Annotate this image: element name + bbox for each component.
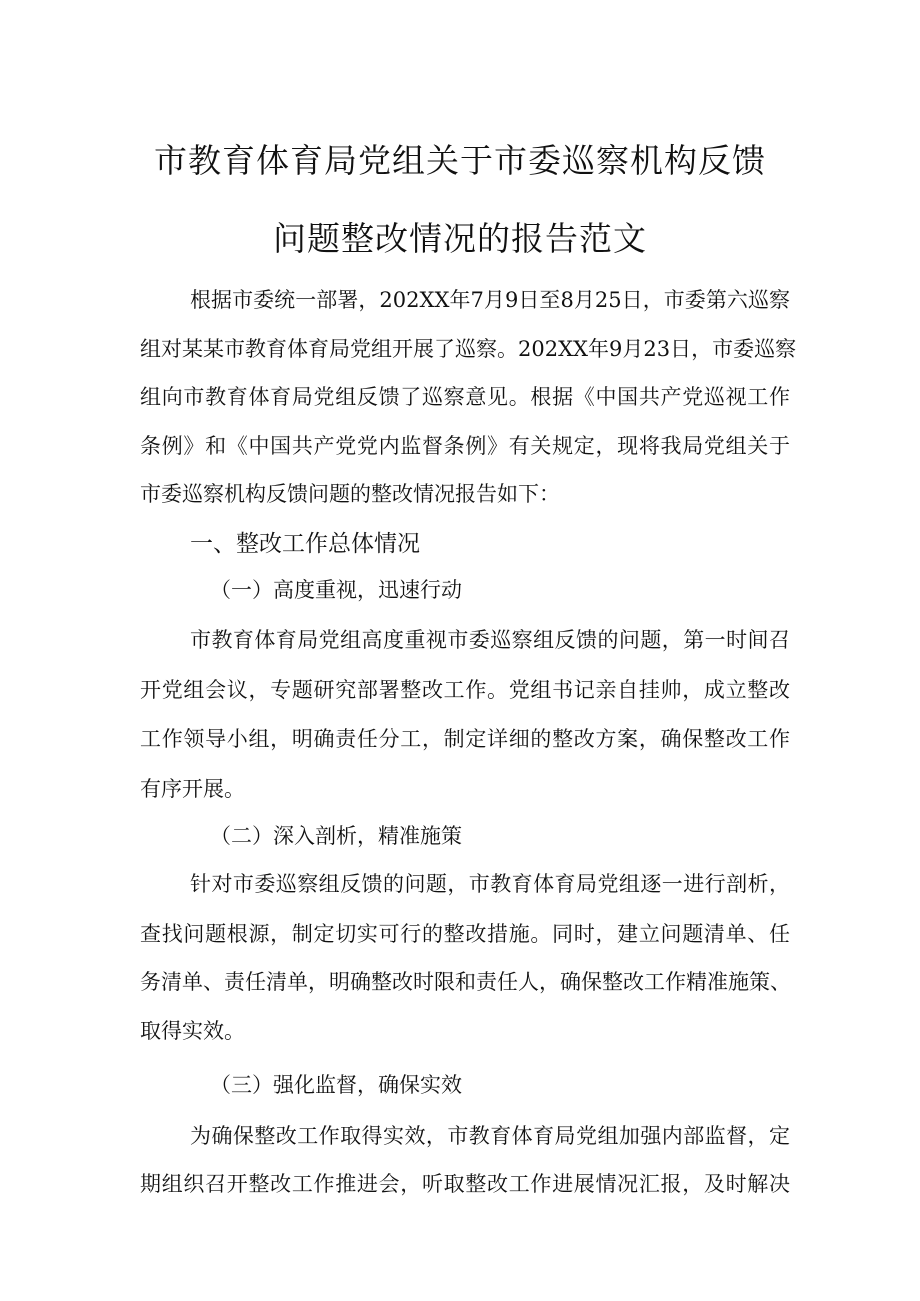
- subsection-2-heading: （二）深入剖析，精准施策: [210, 824, 462, 848]
- section-1-heading: 一、整改工作总体情况: [190, 531, 420, 557]
- intro-line-3: 组向市教育体育局党组反馈了巡察意见。根据《中国共产党巡视工作: [140, 385, 790, 409]
- subsection-3-heading: （三）强化监督，确保实效: [210, 1073, 462, 1097]
- sub2-line-1: 针对市委巡察组反馈的问题，市教育体育局党组逐一进行剖析，: [190, 872, 790, 896]
- sub2-line-2: 查找问题根源，制定切实可行的整改措施。同时，建立问题清单、任: [140, 922, 790, 946]
- intro-line-1: 根据市委统一部署，202XX年7月9日至8月25日，市委第六巡察: [190, 288, 790, 312]
- intro-line-4: 条例》和《中国共产党党内监督条例》有关规定，现将我局党组关于: [140, 434, 790, 458]
- sub1-line-4: 有序开展。: [140, 777, 245, 801]
- sub2-line-4: 取得实效。: [140, 1019, 245, 1043]
- document-title-line-2: 问题整改情况的报告范文: [273, 219, 647, 258]
- sub1-line-3: 工作领导小组，明确责任分工，制定详细的整改方案，确保整改工作: [140, 727, 790, 751]
- sub3-line-2: 期组织召开整改工作推进会，听取整改工作进展情况汇报，及时解决: [140, 1172, 790, 1196]
- sub2-line-3: 务清单、责任清单，明确整改时限和责任人，确保整改工作精准施策、: [140, 970, 791, 994]
- sub1-line-1: 市教育体育局党组高度重视市委巡察组反馈的问题，第一时间召: [190, 628, 790, 652]
- intro-line-2: 组对某某市教育体育局党组开展了巡察。202XX年9月23日，市委巡察: [140, 337, 797, 361]
- subsection-1-heading: （一）高度重视，迅速行动: [210, 578, 462, 602]
- sub3-line-1: 为确保整改工作取得实效，市教育体育局党组加强内部监督，定: [190, 1124, 790, 1148]
- document-title-line-1: 市教育体育局党组关于市委巡察机构反馈: [154, 141, 766, 180]
- sub1-line-2: 开党组会议，专题研究部署整改工作。党组书记亲自挂帅，成立整改: [140, 678, 790, 702]
- intro-line-5: 市委巡察机构反馈问题的整改情况报告如下：: [140, 482, 560, 506]
